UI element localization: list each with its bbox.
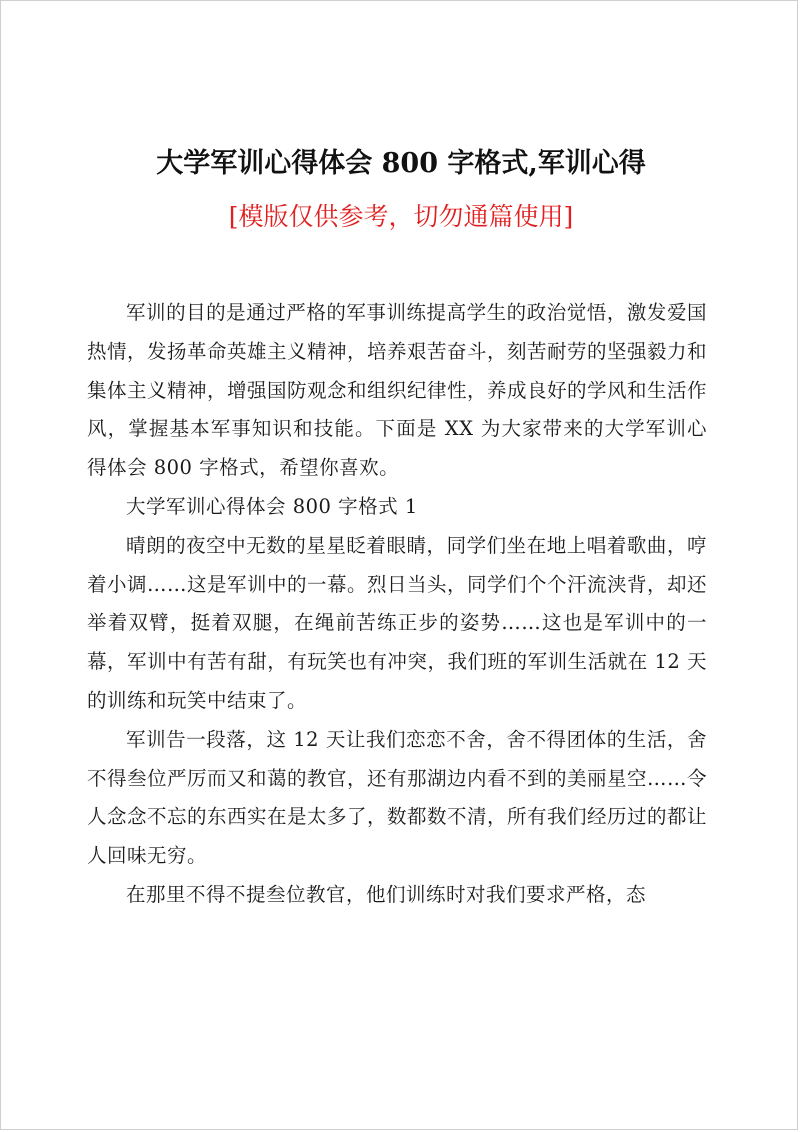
document-title: 大学军训心得体会 800 字格式,军训心得 bbox=[156, 148, 646, 179]
paragraph: 在那里不得不提叁位教官，他们训练时对我们要求严格，态 bbox=[126, 882, 647, 906]
paragraph: 军训告一段落，这 12 天让我们恋恋不舍，舍不得团体的生活，舍不得叁位严厉而又和蔼的教官，还有那湖边内看不到的美丽星空……令人念念不忘的东西实在是太多了，数都数不清，所有我们经历过的都让人回味无穷。 bbox=[87, 727, 708, 868]
document-body bbox=[87, 294, 707, 915]
template-disclaimer: [模版仅供参考，切勿通篇使用] bbox=[228, 202, 574, 231]
paragraph: 晴朗的夜空中无数的星星眨着眼睛，同学们坐在地上唱着歌曲，哼着小调……这是军训中的一幕。烈日当头，同学们个个汗流浃背，却还举着双臂，挺着双腿，在绳前苦练正步的姿势……这也是军训中的一幕，军训中有苦有甜，有玩笑也有冲突，我们班的军训生活就在 12 天的训练和玩笑中结束了。 bbox=[87, 533, 708, 712]
section-heading: 大学军训心得体会 800 字格式 1 bbox=[126, 494, 418, 518]
paragraph-intro: 军训的目的是通过严格的军事训练提高学生的政治觉悟，激发爱国热情，发扬革命英雄主义精神，培养艰苦奋斗，刻苦耐劳的坚强毅力和集体主义精神，增强国防观念和组织纪律性，养成良好的学风和生活作风，掌握基本军事知识和技能。下面是 XX 为大家带来的大学军训心得体会 800 字格式，希望你喜欢。 bbox=[87, 301, 708, 480]
